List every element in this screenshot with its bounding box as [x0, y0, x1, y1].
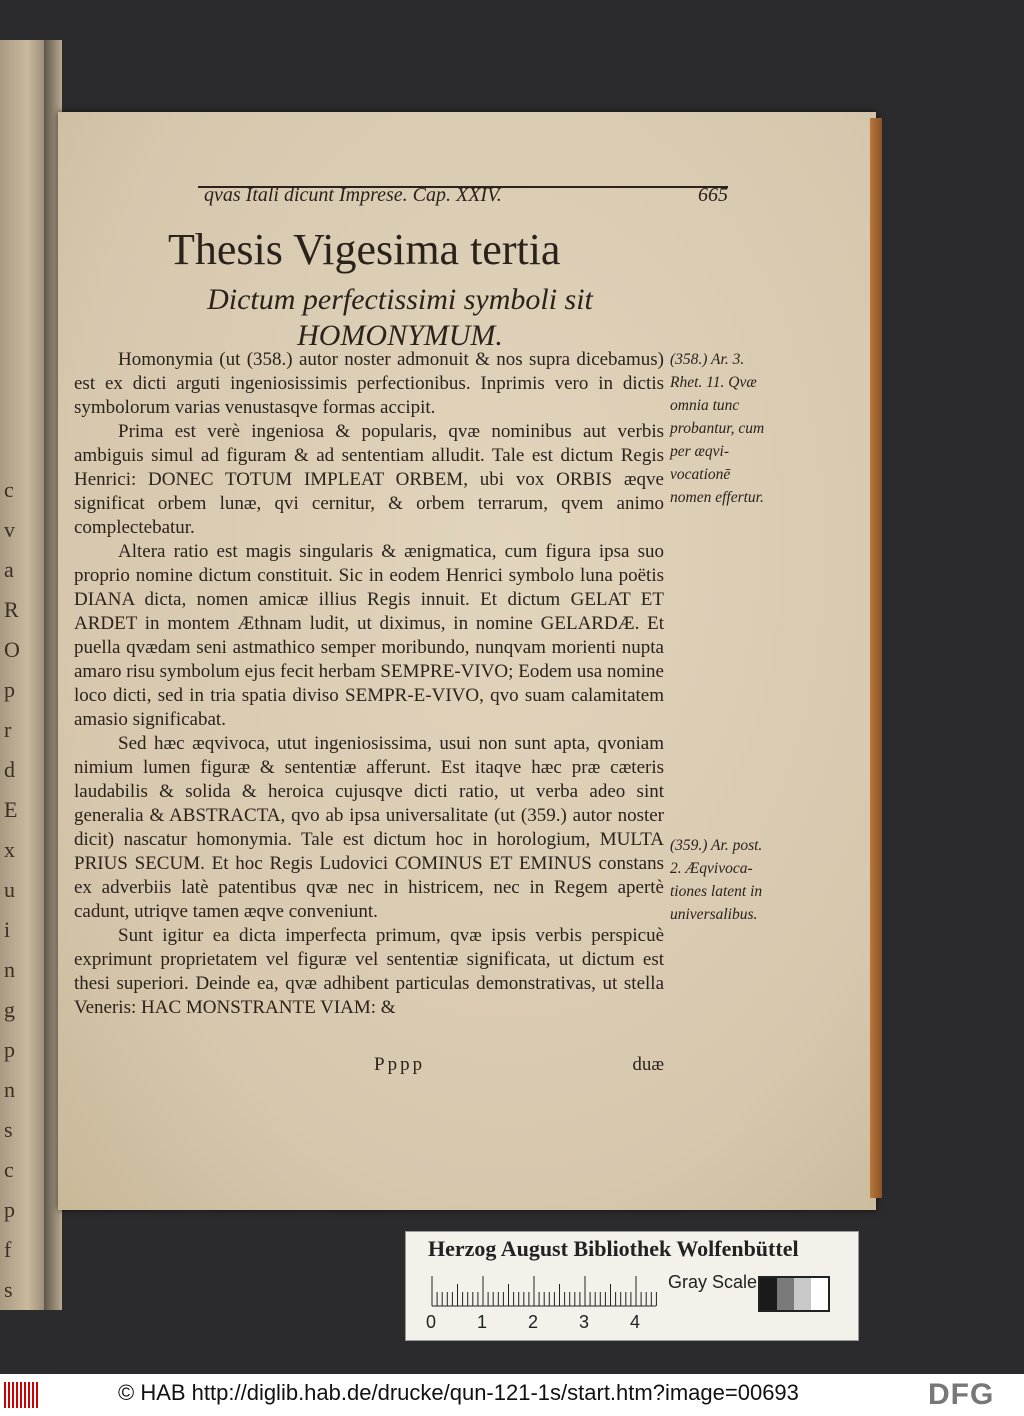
thesis-title: Thesis Vigesima tertia [168, 225, 561, 274]
dfg-logo: DFG [928, 1378, 995, 1411]
previous-page-letter: d [4, 757, 15, 782]
previous-page-letter: O [4, 637, 20, 662]
body-text [74, 348, 664, 1020]
paragraph-2: Prima est verè ingeniosa & popularis, qvæ nominibus aut verbis ambiguis simul ad figuram & ad sententiam alludit. Tale est dictum Regis Henrici: DONEC TOTUM IMPLEAT ORBEM, ubi vox ORBIS æqve significat orbem lunæ, qvi cernitur, & orbem terrarum, qvem animo complectebatur. [74, 421, 664, 538]
previous-page-letter: g [4, 997, 15, 1022]
previous-page-letter: s [4, 1117, 13, 1142]
ruler-scale [430, 1272, 660, 1310]
previous-page-letter: p [4, 1037, 15, 1062]
previous-page-letter: n [4, 957, 15, 982]
ruler-number: 3 [579, 1312, 590, 1332]
margin-note-359: (359.) Ar. post. 2. Æqvivocationes latent in universalibus. [670, 837, 763, 923]
previous-page-letter: E [4, 797, 18, 822]
previous-page-letter: s [4, 1277, 13, 1302]
ruler-number: 4 [630, 1312, 641, 1332]
catchline [74, 1054, 664, 1078]
previous-page-letter: f [4, 1237, 12, 1262]
footer-bar [0, 1374, 1024, 1416]
previous-page-letter: x [4, 837, 15, 862]
library-label [405, 1231, 859, 1341]
previous-page-edge [0, 40, 50, 1310]
previous-page-letter: r [4, 717, 12, 742]
signature-mark: Pppp [374, 1054, 426, 1075]
previous-page-letter: p [4, 1197, 15, 1222]
previous-page-letter: c [4, 1157, 14, 1182]
previous-page-letter: a [4, 557, 14, 582]
library-name: Herzog August Bibliothek Wolfenbüttel [428, 1236, 799, 1261]
gray-swatch [794, 1278, 811, 1310]
margin-note-358: (358.) Ar. 3. Rhet. 11. Qvæ omnia tunc probantur, cum per æqvivocationē nomen effertur. [670, 351, 765, 506]
previous-page-letter: R [4, 597, 19, 622]
previous-page-letter: p [4, 677, 15, 702]
previous-page-letter: n [4, 1077, 15, 1102]
gray-scale-swatches [758, 1276, 830, 1312]
gray-swatch [760, 1278, 777, 1310]
paragraph-5: Sunt igitur ea dicta imperfecta primum, qvæ ipsis verbis perspicuè exprimunt proprietatem vel figuræ vel sententiæ significata, ut dictum est thesi superiori. Deinde ea, qvæ adhibent particulas demonstrativas, ut stella Veneris: HAC MONSTRANTE VIAM: & [74, 925, 664, 1018]
ruler-number: 0 [426, 1312, 437, 1332]
hab-barcode-icon [4, 1382, 38, 1408]
paragraph-3: Altera ratio est magis singularis & ænigmatica, cum figura ipsa suo proprio nomine dictum constituit. Sic in eodem Henrici symbolo luna poëtis DIANA dicta, nomen amicæ illius Regis innuit. Et dictum GELAT ET ARDET in montem Æthnam ludit, ut diximus, in nomine GELARDÆ. Et puella qvædam seni astmathico semper moribundo, nunqvam morienti nupta amaro risu symbolum ejus fecit herbam SEMPRE-VIVO; Eodem usa nomine loco dicti, sed in tria spatia diviso SEMPR-E-VIVO, qvo suam calamitatem amasio significabat. [74, 541, 664, 730]
page-number: 665 [698, 184, 728, 206]
ruler-number: 2 [528, 1312, 539, 1332]
gray-swatch [777, 1278, 794, 1310]
previous-page-letters [4, 470, 44, 1310]
book-page [58, 112, 876, 1210]
gray-swatch [811, 1278, 828, 1310]
thesis-subtitle: Dictum perfectissimi symboli sit HOMONYMUM. [207, 283, 593, 352]
previous-page-letter: i [4, 917, 11, 942]
paragraph-4: Sed hæc æqvivoca, utut ingeniosissima, usui non sunt apta, qvoniam nimium lumen figuræ & sententiæ afferunt. Est itaqve hæc præ cæteris laudabilis & solida & heroica cujusqve dicti ratio, ut verba adeo sint generalia & ABSTRACTA, qvo ab ipsa universalitate (ut (359.) autor noster dicit) nascatur homonymia. Tale est dictum hoc in horologium, MULTA PRIUS SECUM. Et hoc Regis Ludovici COMINUS ET EMINUS constans ex adverbiis latè patentibus qvæ nec in histricem, nec in Regem apertè cadunt, utriqve tamen æqve conveniunt. [74, 733, 664, 922]
gray-scale-label: Gray Scale [668, 1272, 758, 1292]
previous-page-letter: v [4, 517, 15, 542]
ruler-number: 1 [477, 1312, 488, 1332]
running-head [198, 184, 728, 206]
paragraph-1: Homonymia (ut (358.) autor noster admonuit & nos supra dicebamus) est ex dicti arguti ingeniosissimis perfectionibus. Inprimis vero in dictis symbolorum varias venustasqve formas accipit. [74, 349, 664, 418]
running-head-title: qvas Itali dicunt Imprese. Cap. XXIV. [204, 184, 502, 206]
footer-copyright-url[interactable]: © HAB http://diglib.hab.de/drucke/qun-121-1s/start.htm?image=00693 [118, 1380, 799, 1405]
previous-page-letter: c [4, 477, 14, 502]
previous-page-letter: u [4, 877, 15, 902]
page-fore-edge [870, 118, 882, 1198]
catchword: duæ [632, 1054, 664, 1075]
